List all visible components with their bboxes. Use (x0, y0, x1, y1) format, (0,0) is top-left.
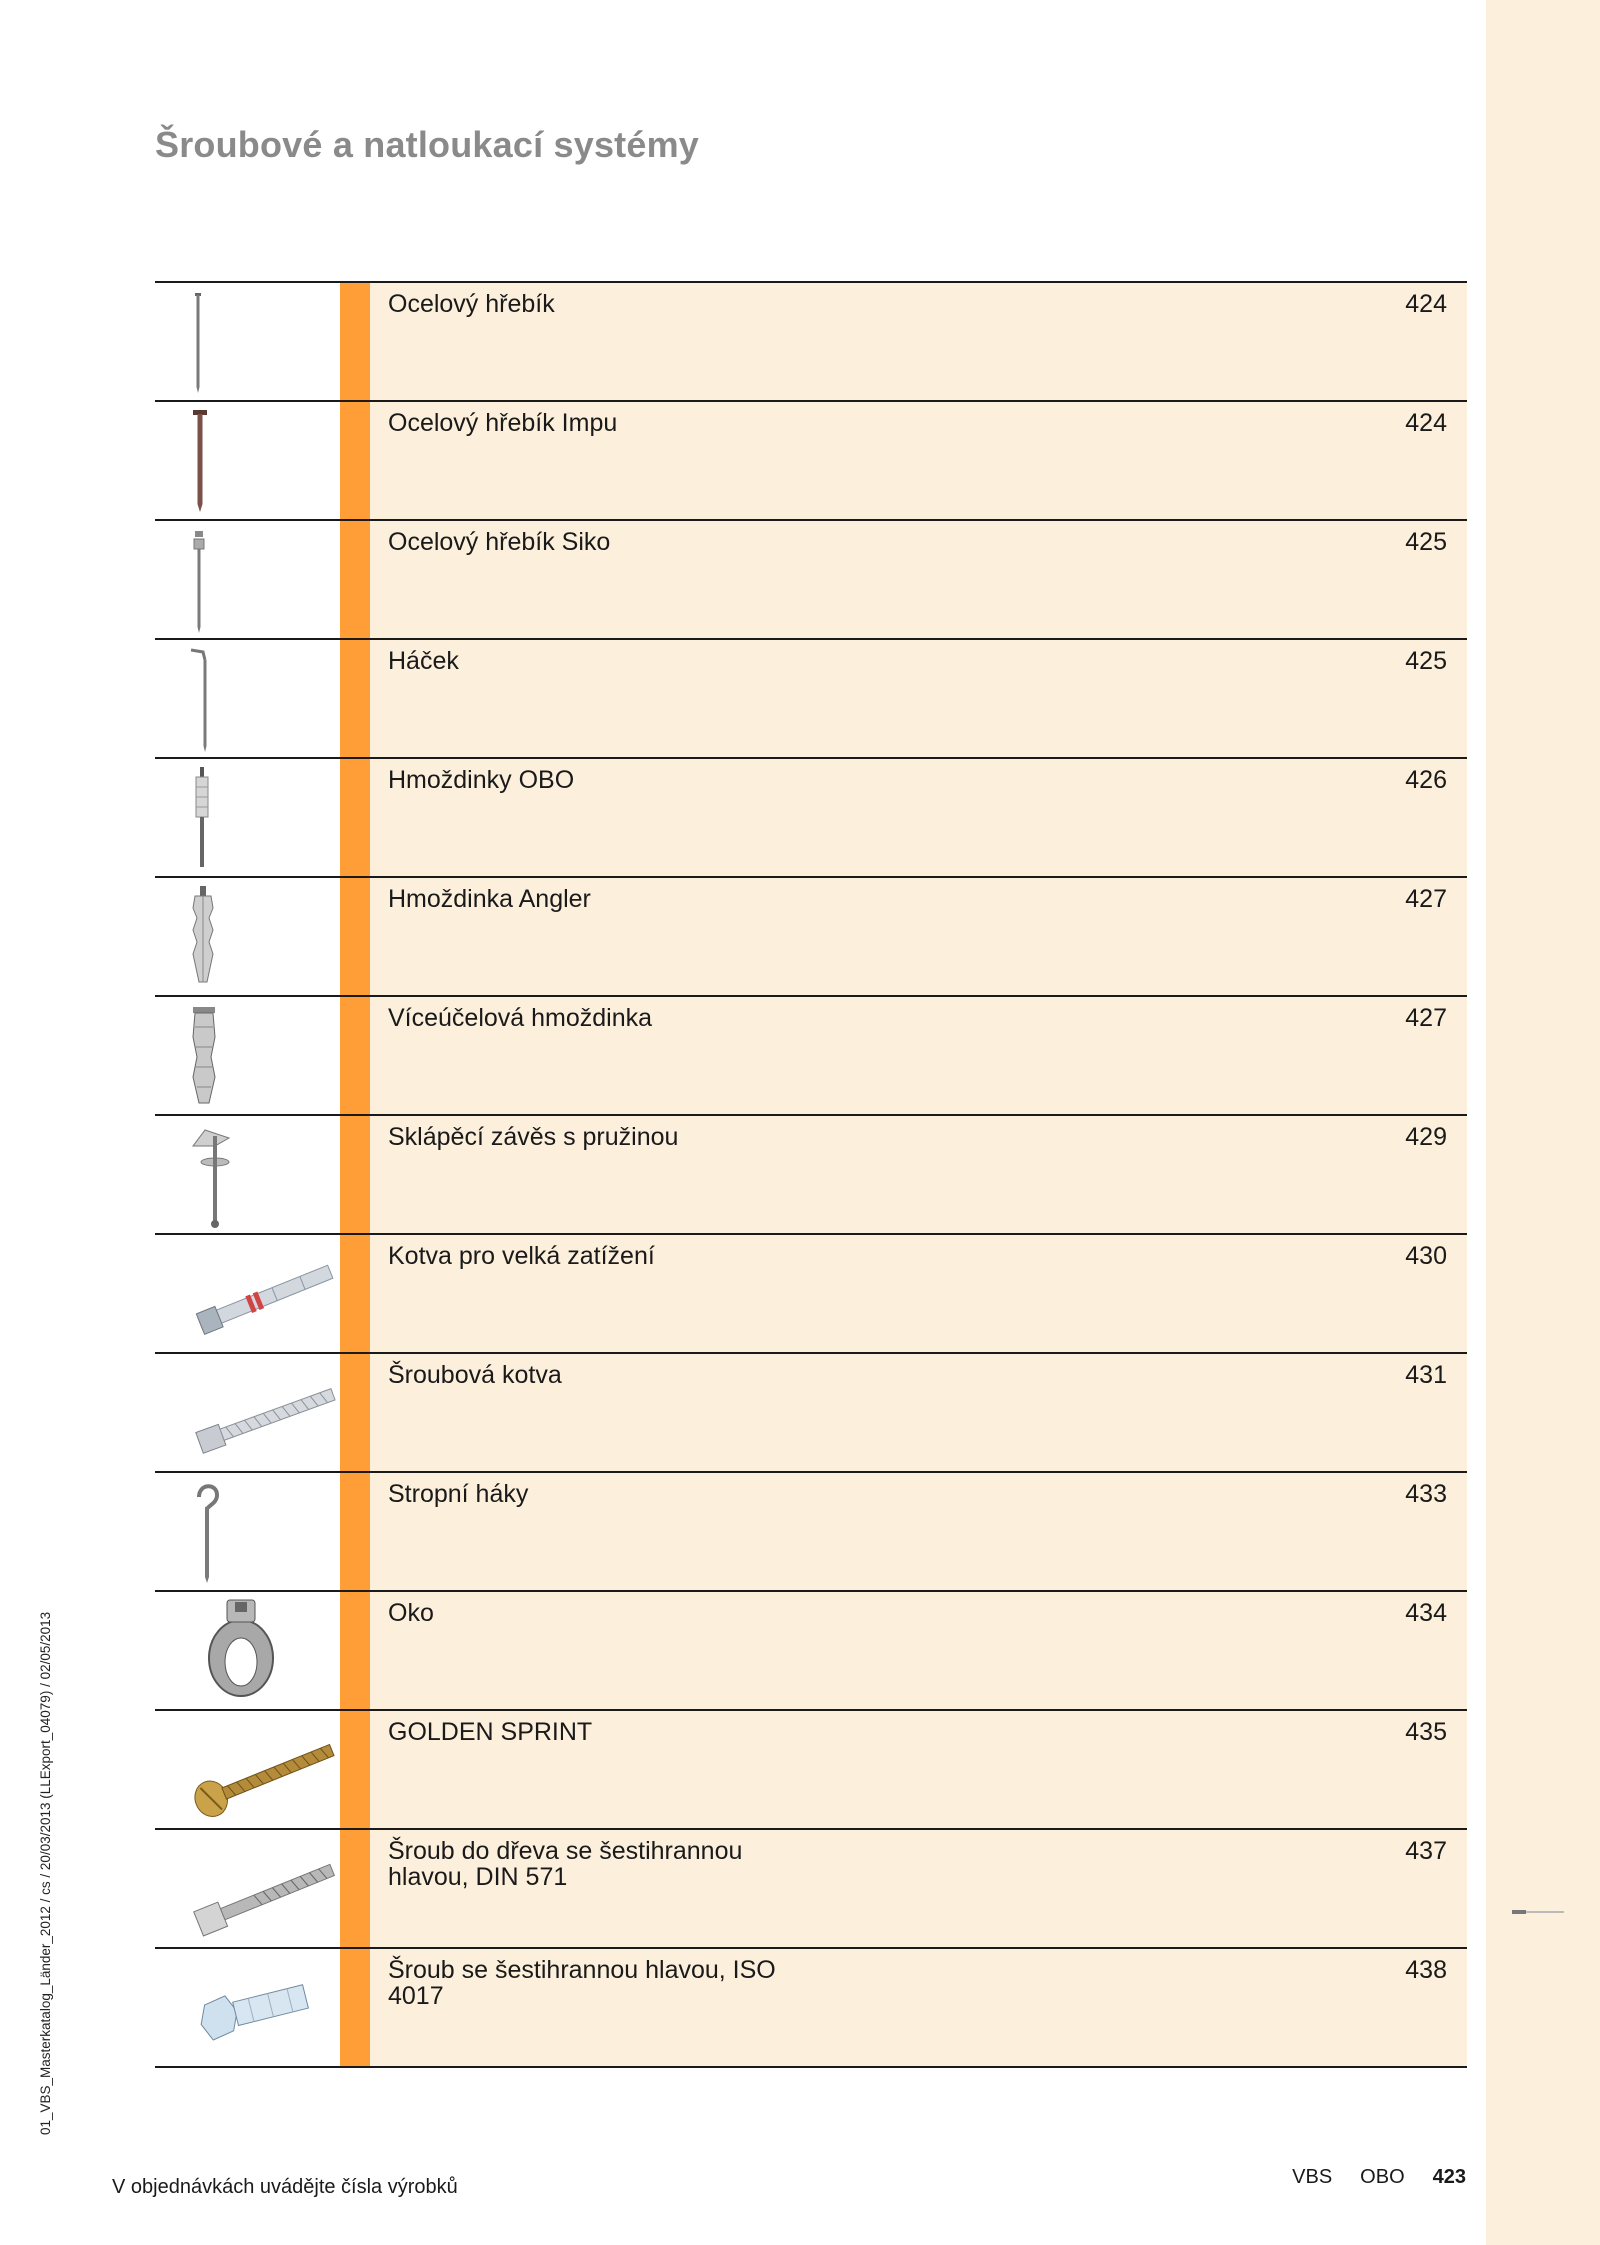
product-name: Hmoždinky OBO (388, 766, 575, 794)
product-image (155, 878, 340, 995)
page-reference: 425 (1405, 528, 1447, 556)
hex-bolt-icon (155, 1949, 340, 2066)
table-row[interactable] (155, 1830, 1467, 1949)
row-cell (370, 1354, 1467, 1471)
accent-bar (340, 1354, 370, 1471)
table-row[interactable] (155, 1592, 1467, 1711)
page-reference: 430 (1405, 1242, 1447, 1270)
row-cell (370, 1235, 1467, 1352)
accent-bar (340, 1949, 370, 2066)
row-cell (370, 997, 1467, 1114)
product-image (155, 1116, 340, 1233)
product-name: Ocelový hřebík Siko (388, 528, 611, 556)
row-cell (370, 640, 1467, 757)
accent-bar (340, 759, 370, 876)
product-image (155, 1473, 340, 1590)
product-image (155, 997, 340, 1114)
page-reference: 433 (1405, 1480, 1447, 1508)
accent-bar (340, 640, 370, 757)
product-image (155, 1235, 340, 1352)
row-cell (370, 1473, 1467, 1590)
page-reference: 424 (1405, 290, 1447, 318)
side-band (1486, 0, 1600, 2245)
golden-screw-icon (155, 1711, 340, 1828)
hook-nail-icon (155, 640, 340, 757)
table-row[interactable] (155, 759, 1467, 878)
product-image (155, 1711, 340, 1828)
angler-dowel-icon (155, 878, 340, 995)
page-reference: 427 (1405, 1004, 1447, 1032)
footer-brand-vbs: VBS (1292, 2166, 1333, 2188)
page-reference: 425 (1405, 647, 1447, 675)
table-row[interactable] (155, 1354, 1467, 1473)
table-row[interactable] (155, 1949, 1467, 2068)
product-name: GOLDEN SPRINT (388, 1718, 593, 1746)
product-name: Víceúčelová hmoždinka (388, 1004, 653, 1032)
product-name: Oko (388, 1599, 434, 1627)
heavy-anchor-icon (155, 1235, 340, 1352)
eye-nut-icon (155, 1592, 340, 1709)
universal-dowel-icon (155, 997, 340, 1114)
product-name: Hmoždinka Angler (388, 885, 591, 913)
ceiling-hook-icon (155, 1473, 340, 1590)
product-image (155, 521, 340, 638)
table-row[interactable] (155, 1473, 1467, 1592)
table-row[interactable] (155, 640, 1467, 759)
row-cell (370, 1949, 1467, 2066)
table-row[interactable] (155, 402, 1467, 521)
accent-bar (340, 1473, 370, 1590)
catalog-table (155, 281, 1467, 2068)
product-name: Kotva pro velká zatížení (388, 1242, 655, 1270)
steel-nail-icon (155, 283, 340, 400)
page-reference: 435 (1405, 1718, 1447, 1746)
accent-bar (340, 521, 370, 638)
product-image (155, 759, 340, 876)
page-reference: 427 (1405, 885, 1447, 913)
page-reference: 429 (1405, 1123, 1447, 1151)
siko-nail-icon (155, 521, 340, 638)
page-title: Šroubové a natloukací systémy (155, 124, 700, 165)
page-reference: 426 (1405, 766, 1447, 794)
page-reference: 431 (1405, 1361, 1447, 1389)
footer-note: V objednávkách uvádějte čísla výrobků (112, 2176, 458, 2198)
accent-bar (340, 1711, 370, 1828)
accent-bar (340, 1116, 370, 1233)
accent-bar (340, 878, 370, 995)
table-row[interactable] (155, 1711, 1467, 1830)
table-row[interactable] (155, 1116, 1467, 1235)
page-reference: 437 (1405, 1837, 1447, 1865)
row-cell (370, 1711, 1467, 1828)
obo-dowel-icon (155, 759, 340, 876)
product-name: Háček (388, 647, 459, 675)
product-name: Šroub se šestihrannou hlavou, ISO 4017 (388, 1956, 776, 2010)
row-cell (370, 1592, 1467, 1709)
spring-toggle-icon (155, 1116, 340, 1233)
impu-nail-icon (155, 402, 340, 519)
row-cell (370, 283, 1467, 400)
product-image (155, 1592, 340, 1709)
table-row[interactable] (155, 997, 1467, 1116)
product-name: Stropní háky (388, 1480, 529, 1508)
table-row[interactable] (155, 283, 1467, 402)
vertical-meta: 01_VBS_Masterkatalog_Länder_2012 / cs / 20/03/2013 (LLExport_04079) / 02/05/2013 (38, 1611, 53, 2135)
row-cell (370, 1116, 1467, 1233)
screw-anchor-icon (155, 1354, 340, 1471)
accent-bar (340, 1592, 370, 1709)
row-cell (370, 402, 1467, 519)
accent-bar (340, 283, 370, 400)
wood-hex-screw-icon (155, 1830, 340, 1947)
product-name: Šroub do dřeva se šestihrannou hlavou, DIN 571 (388, 1837, 743, 1891)
row-cell (370, 1830, 1467, 1947)
footer-brand-obo: OBO (1360, 2166, 1405, 2188)
product-image (155, 1949, 340, 2066)
page-reference: 434 (1405, 1599, 1447, 1627)
side-tab-marker (1512, 1910, 1564, 1914)
accent-bar (340, 402, 370, 519)
product-image (155, 1830, 340, 1947)
product-image (155, 640, 340, 757)
row-cell (370, 878, 1467, 995)
page-number: 423 (1432, 2166, 1466, 2188)
accent-bar (340, 997, 370, 1114)
accent-bar (340, 1830, 370, 1947)
row-cell (370, 521, 1467, 638)
product-image (155, 402, 340, 519)
product-name: Sklápěcí závěs s pružinou (388, 1123, 679, 1151)
accent-bar (340, 1235, 370, 1352)
product-image (155, 1354, 340, 1471)
table-row[interactable] (155, 878, 1467, 997)
product-name: Ocelový hřebík Impu (388, 409, 618, 437)
row-cell (370, 759, 1467, 876)
product-image (155, 283, 340, 400)
table-row[interactable] (155, 1235, 1467, 1354)
page-reference: 438 (1405, 1956, 1447, 1984)
footer-branding (1292, 2166, 1466, 2189)
table-row[interactable] (155, 521, 1467, 640)
product-name: Ocelový hřebík (388, 290, 555, 318)
product-name: Šroubová kotva (388, 1361, 562, 1389)
page-reference: 424 (1405, 409, 1447, 437)
